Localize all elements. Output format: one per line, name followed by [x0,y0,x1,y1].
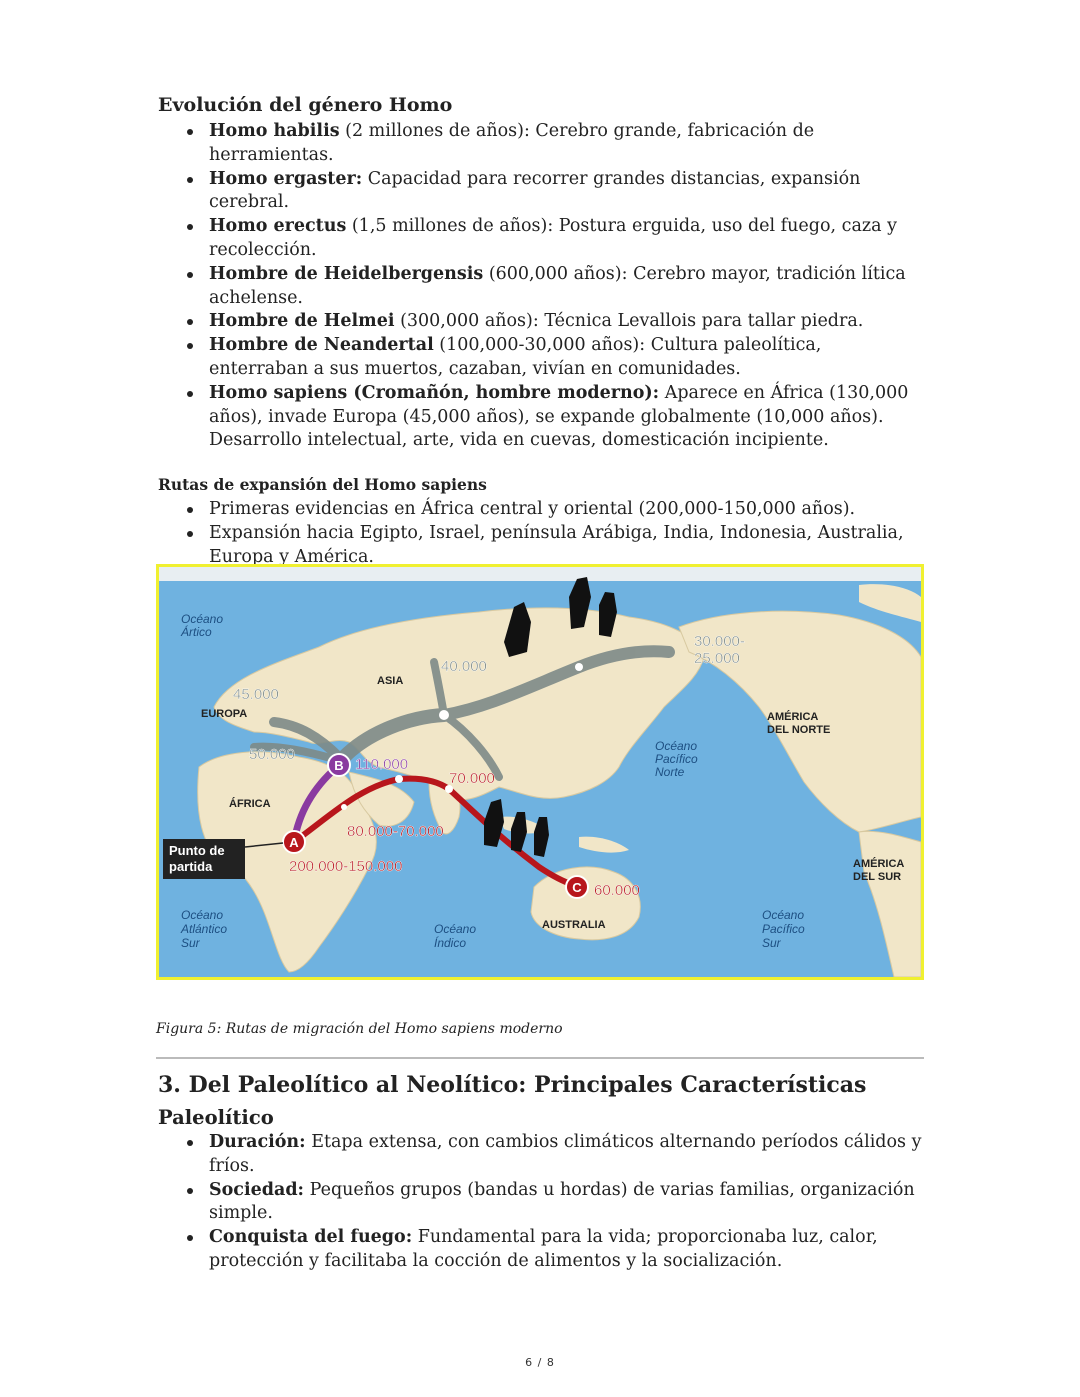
region-australia: AUSTRALIA [542,919,606,931]
date-40000: 40.000 [441,658,487,675]
region-africa: ÁFRICA [229,798,271,810]
ocean-ps-1: Océano [762,908,805,922]
list-item: Sociedad: Pequeños grupos (bandas u hordas) de varias familias, organización simple. [209,1179,924,1227]
list-item: Homo habilis (2 millones de años): Cerebro grande, fabricación de herramientas. [209,120,924,168]
region-asia: ASIA [377,675,404,687]
date-30000a: 30.000- [694,633,745,650]
chapter-title: 3. Del Paleolítico al Neolítico: Principales Características [158,1072,867,1098]
route-node [575,663,583,671]
region-as-1: AMÉRICA [853,858,905,870]
list-item: Duración: Etapa extensa, con cambios climáticos alternando períodos cálidos y fríos. [209,1131,924,1179]
list-item: Homo ergaster: Capacidad para recorrer grandes distancias, expansión cerebral. [209,168,924,216]
paleolithic-list [158,1131,924,1274]
figure-caption: Figura 5: Rutas de migración del Homo sapiens moderno [156,1021,563,1037]
list-item: Homo sapiens (Cromañón, hombre moderno): Aparece en África (130,000 años), invade Europa (45,000 años), se expande globalmente (10,000 años). Desarrollo intelectual, arte, vida en cuevas, domesticación incipiente. [209,382,924,453]
ocean-ps-3: Sur [762,936,781,950]
map-svg [159,567,921,977]
migration-map [156,564,924,980]
date-45000: 45.000 [233,686,279,703]
svg-text:C: C [572,880,582,895]
date-110000: 110.000 [355,756,409,773]
chapter-subtitle: Paleolítico [158,1106,274,1129]
region-europa: EUROPA [201,708,248,720]
date-60000: 60.000 [594,882,640,899]
region-an-2: DEL NORTE [767,724,831,736]
list-item: Expansión hacia Egipto, Israel, península Arábiga, India, Indonesia, Australia, Europa y América. [209,522,924,570]
list-item: Homo erectus (1,5 millones de años): Postura erguida, uso del fuego, caza y recolección. [209,215,924,263]
ocean-as-1: Océano [181,908,224,922]
ocean-artico-2: Ártico [181,625,212,639]
list-item: Hombre de Neandertal (100,000-30,000 años): Cultura paleolítica, enterraban a sus muertos, cazaban, vivían en comunidades. [209,334,924,382]
map-top-strip [159,567,921,581]
svg-text:A: A [289,835,299,850]
start-label-1: Punto de [169,843,225,858]
ocean-indico-2: Índico [434,936,467,950]
list-item: Primeras evidencias en África central y oriental (200,000-150,000 años). [209,498,924,522]
date-50000: 50.000 [249,746,295,763]
date-30000b: 25.000 [694,650,740,667]
date-200000: 200.000-150.000 [289,858,403,875]
region-an-1: AMÉRICA [767,711,819,723]
ocean-artico-1: Océano [181,612,224,626]
ocean-pn-3: Norte [655,765,685,779]
routes-title: Rutas de expansión del Homo sapiens [158,475,487,495]
ocean-as-3: Sur [181,936,200,950]
ocean-pn-2: Pacífico [655,752,698,766]
divider [156,1057,924,1059]
route-node [439,710,449,720]
start-label-2: partida [169,859,213,874]
chapter-section [158,1072,924,1274]
region-as-2: DEL SUR [853,871,902,883]
marker-b [328,754,350,776]
list-item: Conquista del fuego: Fundamental para la vida; proporcionaba luz, calor, protección y facilitaba la cocción de alimentos y la socialización. [209,1226,924,1274]
ocean-pn-1: Océano [655,739,698,753]
list-item: Hombre de Heidelbergensis (600,000 años): Cerebro mayor, tradición lítica achelense. [209,263,924,311]
route-node [395,775,403,783]
date-70000: 70.000 [449,770,495,787]
ocean-as-2: Atlántico [181,922,228,936]
svg-text:B: B [334,758,344,773]
section-title: Evolución del género Homo [158,94,453,116]
ocean-indico-1: Océano [434,922,477,936]
marker-c [566,876,588,898]
list-item: Hombre de Helmei (300,000 años): Técnica Levallois para tallar piedra. [209,310,924,334]
route-node [341,804,347,810]
date-80000: 80.000-70.000 [347,823,444,840]
evolution-list [158,120,924,453]
evolution-section [158,94,924,593]
ocean-ps-2: Pacífico [762,922,805,936]
marker-a [283,831,305,853]
page-number: 6 / 8 [525,1356,555,1369]
